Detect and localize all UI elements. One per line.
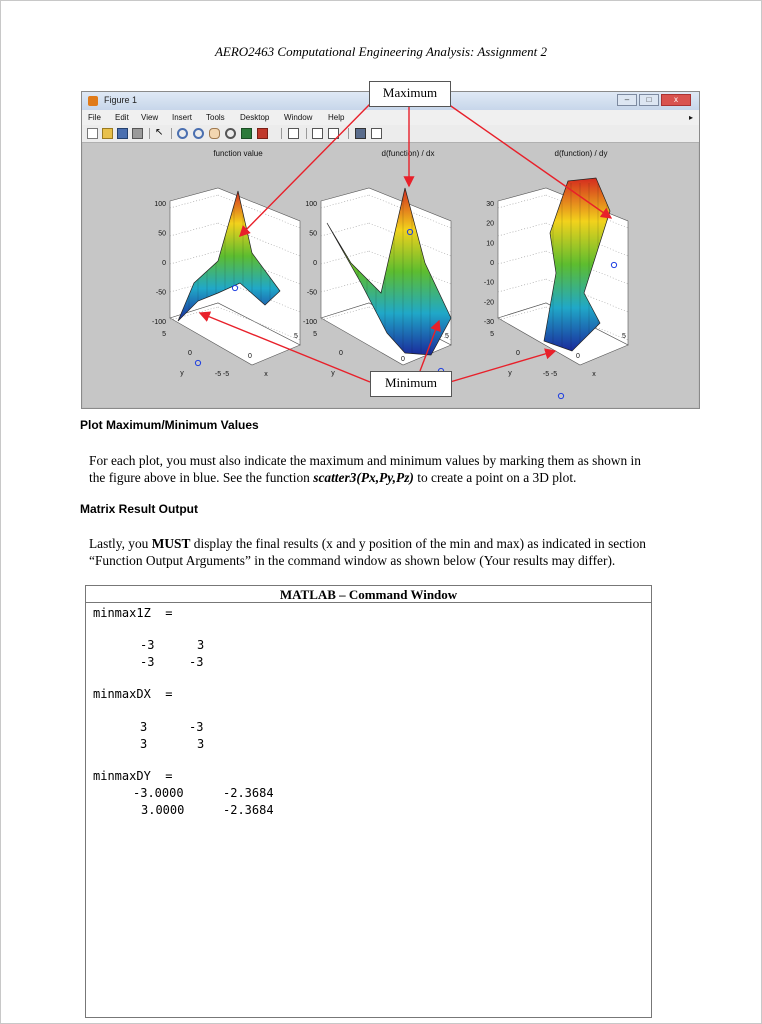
- menu-overflow-icon: ▸: [688, 113, 693, 122]
- section2-line1: [89, 535, 719, 552]
- z-tick-label: -50: [155, 289, 166, 297]
- matrix-cell: 3: [197, 638, 205, 652]
- menu-window: Window: [284, 113, 313, 122]
- text-span: the figure above in blue. See the function: [89, 470, 314, 485]
- y-axis-label: y: [508, 370, 512, 377]
- matrix-label: minmaxDX =: [93, 687, 173, 701]
- menu-view: View: [141, 113, 159, 122]
- matrix-cell: -3: [189, 655, 204, 669]
- edit-plot-icon: ↖: [155, 127, 164, 138]
- section-title-plot-max-min: Plot Maximum/Minimum Values: [80, 418, 259, 432]
- section2-line2: “Function Output Arguments” in the command window as shown below (Your results may differ).: [89, 553, 616, 568]
- z-tick-label: -50: [306, 289, 317, 297]
- x-tick-label: -5: [214, 371, 222, 378]
- minimum-callout: Minimum: [370, 371, 452, 397]
- y-axis-label: y: [180, 370, 184, 377]
- matrix-cell: -2.3684: [223, 803, 274, 817]
- min-arrow-plot2: [420, 321, 439, 371]
- z-tick-label: -10: [483, 279, 494, 287]
- close-icon: x: [661, 94, 691, 106]
- y-tick-label: 0: [339, 350, 343, 357]
- section1-line2: [89, 469, 719, 486]
- plot-title: function value: [213, 149, 263, 158]
- figure-title: Figure 1: [104, 95, 138, 105]
- matrix-cell: -2.3684: [223, 786, 274, 800]
- z-tick-label: -20: [483, 299, 494, 307]
- menu-help: Help: [328, 113, 345, 122]
- command-window-title: MATLAB – Command Window: [86, 586, 651, 603]
- section1-line1: For each plot, you must also indicate the maximum and minimum values by marking them as shown in: [89, 453, 641, 468]
- z-tick-label: 20: [486, 220, 494, 228]
- x-tick-label: -5: [222, 371, 230, 378]
- z-tick-label: -30: [483, 319, 494, 326]
- emphasis-text: MUST: [151, 536, 191, 551]
- x-tick-label: 0: [576, 353, 580, 360]
- plot-title: d(function) / dy: [554, 149, 608, 158]
- minimize-icon: –: [617, 94, 637, 106]
- y-tick-label: 5: [313, 331, 317, 338]
- z-tick-label: 30: [486, 201, 494, 208]
- matrix-cell: -3.0000: [133, 786, 184, 800]
- menu-insert: Insert: [172, 113, 193, 122]
- x-tick-label: 0: [248, 353, 252, 360]
- matrix-cell: 3: [140, 720, 148, 734]
- matrix-label: minmax1Z =: [93, 606, 173, 620]
- x-tick-label: 5: [445, 333, 449, 340]
- maximize-icon: □: [639, 94, 659, 106]
- z-tick-label: 0: [313, 260, 317, 267]
- min-arrow-plot3: [450, 351, 558, 382]
- matrix-cell: 3.0000: [141, 803, 185, 817]
- text-span: display the final results (x and y position of the min and max) as indicated in section: [190, 536, 646, 551]
- z-tick-label: -100: [151, 319, 166, 326]
- min-arrow-plot1: [200, 313, 370, 382]
- x-tick-label: 0: [401, 356, 405, 363]
- z-tick-label: 10: [486, 240, 494, 248]
- section1-paragraph: [89, 452, 719, 486]
- x-tick-label: 5: [294, 333, 298, 340]
- text-span: Lastly, you: [89, 536, 152, 551]
- z-tick-label: 50: [309, 230, 317, 238]
- document-header: AERO2463 Computational Engineering Analysis: Assignment 2: [214, 44, 548, 59]
- x-tick-label: -5: [542, 371, 550, 378]
- menu-edit: Edit: [115, 113, 129, 122]
- z-tick-label: 50: [158, 230, 166, 238]
- matrix-cell: 3: [197, 737, 205, 751]
- matrix-cell: -3: [189, 720, 204, 734]
- y-tick-label: 0: [188, 350, 192, 357]
- y-axis-label: y: [331, 370, 335, 377]
- max-arrow-plot3: [448, 104, 611, 218]
- y-tick-label: 5: [162, 331, 166, 338]
- x-tick-label: 5: [622, 333, 626, 340]
- command-window-box: [85, 585, 652, 1018]
- section-title-matrix-result: Matrix Result Output: [80, 502, 199, 516]
- y-tick-label: 0: [516, 350, 520, 357]
- x-axis-label: x: [264, 371, 268, 378]
- z-tick-label: 0: [162, 260, 166, 267]
- matrix-label: minmaxDY =: [93, 769, 173, 783]
- matrix-cell: 3: [140, 737, 148, 751]
- menu-tools: Tools: [206, 113, 225, 122]
- y-tick-label: 5: [490, 331, 494, 338]
- function-name: scatter3(Px,Py,Pz): [313, 470, 414, 485]
- matrix-cell: -3: [140, 655, 155, 669]
- max-arrow-plot1: [240, 104, 370, 236]
- menu-file: File: [88, 113, 101, 122]
- x-axis-label: x: [592, 371, 596, 378]
- z-tick-label: 100: [154, 201, 166, 208]
- x-tick-label: -5: [550, 371, 558, 378]
- z-tick-label: 0: [490, 260, 494, 267]
- menu-desktop: Desktop: [240, 113, 270, 122]
- section2-paragraph: [89, 535, 719, 569]
- maximum-callout: Maximum: [369, 81, 451, 107]
- z-tick-label: -100: [302, 319, 317, 326]
- plot-title: d(function) / dx: [381, 149, 435, 158]
- z-tick-label: 100: [305, 201, 317, 208]
- text-span: to create a point on a 3D plot.: [413, 470, 577, 485]
- matrix-cell: -3: [140, 638, 155, 652]
